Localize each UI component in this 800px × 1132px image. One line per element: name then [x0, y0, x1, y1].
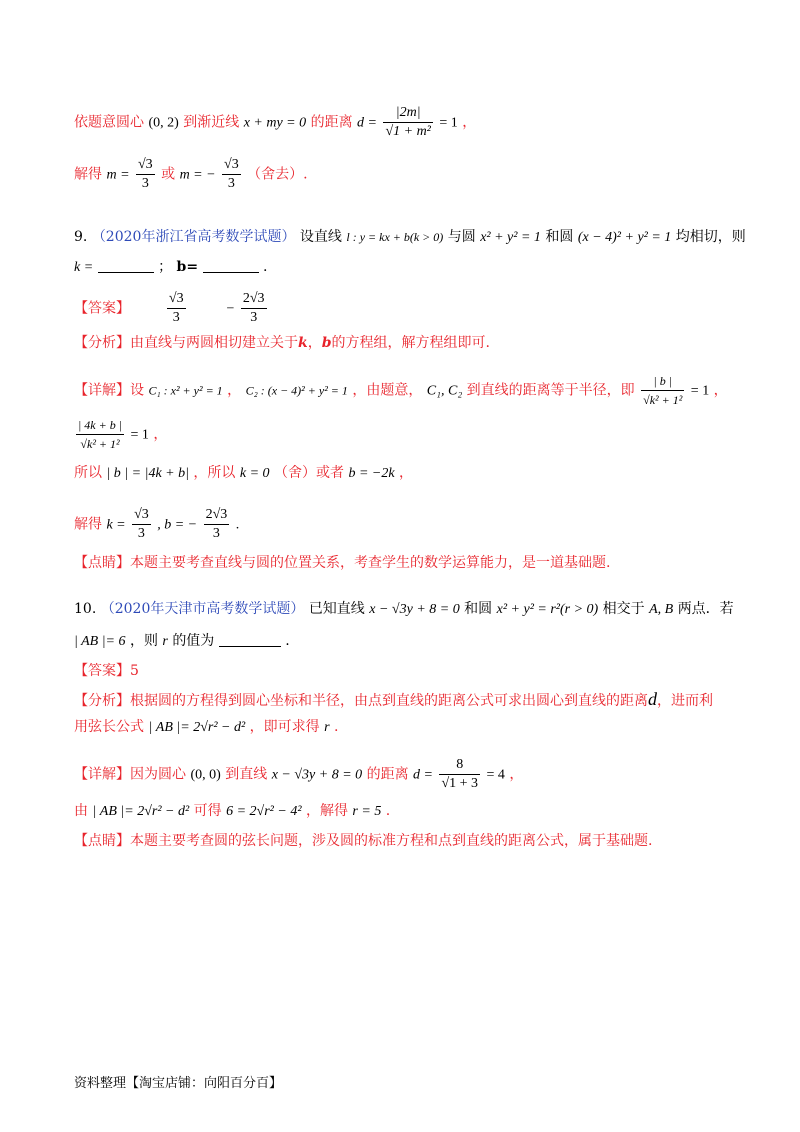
denominator: 3 — [227, 176, 235, 191]
numerator: √3 — [222, 156, 241, 175]
text: ， — [399, 465, 414, 481]
text: ，由题意， — [352, 382, 423, 399]
numerator: 2√3 — [241, 290, 267, 309]
text: 两点．若 — [677, 601, 734, 617]
text: . — [262, 259, 268, 275]
text: （舍）或者 — [274, 465, 344, 481]
math: − — [226, 301, 235, 317]
text: ， — [509, 766, 524, 783]
question-9-comment — [74, 552, 610, 574]
text: 所以 — [74, 465, 102, 481]
text: 的距离 — [310, 114, 353, 131]
numerator: 8 — [439, 756, 480, 775]
denominator: √1 + m² — [385, 124, 431, 139]
denominator: √k² + 1² — [80, 437, 120, 451]
math: l : y = kx + b(k > 0) — [346, 230, 444, 244]
text: 到渐近线 — [183, 114, 240, 131]
text: 用弦长公式 — [74, 719, 144, 735]
question-10-answer — [74, 660, 139, 682]
math: x² + y² = 1 — [480, 230, 541, 245]
math: C₁ : x² + y² = 1 — [148, 383, 223, 398]
numerator: | 4k + b | — [76, 416, 124, 435]
numerator: √3 — [132, 506, 151, 525]
text: ， — [462, 114, 477, 131]
math: = 1 — [130, 427, 149, 443]
page-footer: 资料整理【淘宝店铺：向阳百分百】 — [74, 1076, 283, 1091]
text: b — [321, 335, 332, 351]
text: ， — [713, 382, 728, 399]
denominator: 3 — [141, 176, 149, 191]
answer-label: 【答案】 — [74, 300, 130, 317]
fraction — [222, 156, 241, 193]
text: 到直线 — [225, 766, 268, 783]
text: 均相切，则 — [675, 229, 746, 245]
fraction — [383, 104, 432, 141]
text: 与圆 — [447, 229, 476, 245]
math: r = 5 — [352, 804, 382, 819]
text: ， — [307, 335, 322, 351]
text: ，所以 — [193, 465, 236, 481]
text: 设直线 — [299, 229, 342, 245]
text: 【分析】由直线与两圆相切建立关于 — [74, 335, 298, 351]
text: 解得 — [74, 166, 102, 183]
question-10-line-1 — [74, 598, 734, 621]
text: ， — [153, 426, 168, 443]
text: 【点睛】本题主要考查圆的弦长问题，涉及圆的标准方程和点到直线的距离公式，属于基础题. — [74, 833, 653, 849]
math: k = — [106, 517, 126, 533]
math: x − √3y + 8 = 0 — [369, 602, 460, 617]
numerator: √3 — [167, 290, 186, 309]
math: m = — [106, 167, 130, 183]
question-9-analysis — [74, 332, 490, 354]
math: k = 0 — [239, 466, 270, 481]
fraction — [241, 290, 267, 327]
text: k — [298, 335, 308, 351]
math: . — [235, 517, 240, 533]
math: (0, 0) — [190, 767, 221, 783]
denominator: √1 + 3 — [441, 776, 479, 791]
question-9-line-2 — [74, 256, 267, 279]
solution-line-2 — [74, 156, 308, 193]
text: 【分析】根据圆的方程得到圆心坐标和半径，由点到直线的距离公式可求出圆心到直线的距离 — [74, 693, 648, 709]
denominator: 3 — [250, 310, 258, 325]
text: ； — [158, 259, 173, 275]
text: 由 — [74, 803, 88, 819]
math: r — [324, 720, 330, 735]
fraction — [439, 756, 480, 793]
text: 相交于 — [602, 601, 645, 617]
question-10-analysis-1 — [74, 688, 713, 712]
text: ，进而利 — [657, 693, 713, 709]
text: 的值为 — [172, 633, 215, 649]
question-source: （2020年天津市高考数学试题） — [100, 601, 305, 617]
text: ， — [227, 382, 242, 399]
answer-blank-r[interactable] — [219, 632, 281, 647]
fraction — [167, 290, 186, 327]
answer-blank-b[interactable] — [203, 258, 259, 273]
text: 到直线的距离等于半径，即 — [466, 382, 635, 399]
question-9-detail-4 — [74, 506, 239, 543]
math: | AB |= 6 — [74, 634, 126, 649]
math: r — [162, 634, 168, 649]
math: | AB |= 2√r² − d² — [92, 804, 190, 819]
question-10-analysis-2 — [74, 716, 338, 739]
numerator: √3 — [136, 156, 155, 175]
text: 和圆 — [545, 229, 574, 245]
math-eq: = 1 — [439, 115, 458, 131]
fraction — [641, 372, 684, 409]
text: 可得 — [193, 803, 222, 819]
question-9-detail-2 — [74, 416, 167, 453]
question-10-detail-1 — [74, 756, 523, 793]
question-9-detail-1 — [74, 372, 728, 409]
numerator: |2m| — [383, 104, 432, 123]
answer: 【答案】5 — [74, 663, 139, 679]
question-10-line-2 — [74, 630, 290, 653]
text: 【点睛】本题主要考查直线与圆的位置关系，考查学生的数学运算能力，是一道基础题. — [74, 555, 611, 571]
math: x − √3y + 8 = 0 — [271, 767, 363, 783]
question-number: 9. — [74, 229, 88, 245]
fraction — [132, 506, 151, 543]
math: C₁, C₂ — [426, 383, 463, 399]
numerator: | b | — [641, 372, 684, 391]
text: b= — [176, 259, 199, 275]
question-9-answer — [74, 290, 269, 327]
math: | b | = |4k + b| — [106, 466, 189, 481]
math: k = — [74, 260, 94, 275]
math: d = — [413, 767, 433, 783]
denominator: 3 — [137, 526, 145, 541]
solution-line-1 — [74, 104, 476, 141]
text: 【详解】设 — [74, 382, 144, 399]
fraction — [76, 416, 124, 453]
math: C₂ : (x − 4)² + y² = 1 — [245, 383, 348, 398]
question-9-detail-3 — [74, 462, 413, 485]
question-10-comment — [74, 830, 652, 852]
text: （舍去）. — [247, 166, 308, 183]
question-number: 10. — [74, 601, 97, 617]
answer-blank-k[interactable] — [98, 258, 154, 273]
text: 解得 — [74, 516, 102, 533]
math: m = − — [179, 167, 216, 183]
text: 和圆 — [464, 601, 493, 617]
fraction — [136, 156, 155, 193]
text: 的方程组，解方程组即可. — [331, 335, 490, 351]
text: ，解得 — [305, 803, 348, 819]
math-point: (0, 2) — [148, 115, 179, 131]
math: | AB |= 2√r² − d² — [148, 720, 246, 735]
denominator: 3 — [212, 526, 220, 541]
math-d: d = — [357, 115, 377, 131]
numerator: 2√3 — [204, 506, 230, 525]
math: x² + y² = r²(r > 0) — [496, 602, 599, 617]
text: 或 — [161, 166, 176, 183]
text: 依题意圆心 — [74, 114, 144, 131]
math: (x − 4)² + y² = 1 — [577, 230, 672, 245]
text: ，则 — [129, 633, 158, 649]
math: A, B — [649, 602, 674, 617]
fraction — [204, 506, 230, 543]
denominator: 3 — [172, 310, 180, 325]
text: ，即可求得 — [249, 719, 320, 735]
text: . — [285, 633, 290, 649]
math-asymptote: x + my = 0 — [243, 115, 307, 131]
math: = 1 — [690, 383, 710, 399]
text: . — [334, 719, 339, 735]
question-source: （2020年浙江省高考数学试题） — [91, 229, 296, 245]
text: 【详解】因为圆心 — [74, 766, 186, 783]
question-10-detail-2 — [74, 800, 390, 823]
text: 的距离 — [366, 766, 409, 783]
text: 已知直线 — [308, 601, 365, 617]
text: . — [385, 803, 391, 819]
math: b = −2k — [348, 466, 395, 481]
math: d — [648, 689, 657, 709]
math: = 4 — [486, 767, 505, 783]
math: , b = − — [157, 517, 198, 533]
math: 6 = 2√r² − 4² — [226, 804, 302, 819]
question-9-line-1 — [74, 226, 746, 249]
denominator: √k² + 1² — [643, 393, 683, 407]
